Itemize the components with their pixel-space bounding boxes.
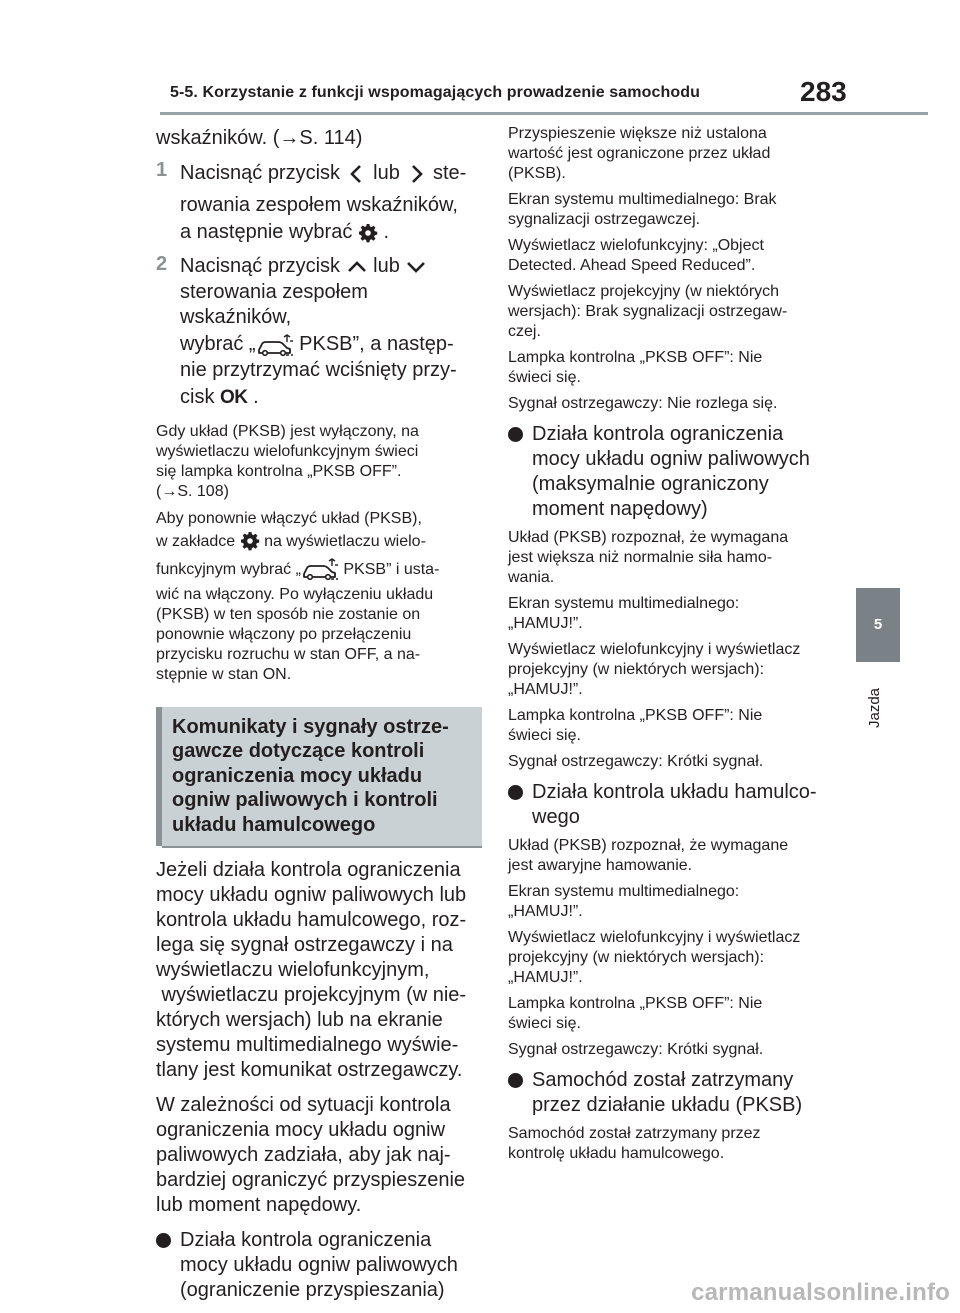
detail-line: „HAMUJ!”. <box>508 615 583 632</box>
detail-line: wersjach): Brak sygnalizacji ostrzegaw- <box>508 303 788 320</box>
step-text: . <box>253 386 259 408</box>
step-text: cisk <box>180 386 215 408</box>
step-2 <box>156 252 482 412</box>
section-title-line: ogniw paliwowych i kontroli <box>172 789 438 812</box>
note-line: wić na włączony. Po wyłączeniu układu <box>156 585 434 603</box>
note-line: wyświetlaczu wielofunkcyjnym świeci <box>156 442 419 460</box>
detail-group <box>508 640 832 700</box>
step-text: wybrać „ <box>180 333 256 355</box>
detail-line: Ekran systemu multimedialnego: Brak <box>508 191 777 208</box>
chevron-right-icon <box>405 163 427 185</box>
detail-line: świeci się. <box>508 727 581 744</box>
body-line: tlany jest komunikat ostrzegawczy. <box>156 1059 463 1082</box>
detail-group <box>508 994 832 1034</box>
detail-line: sygnalizacji ostrzegawczej. <box>508 211 701 228</box>
detail-line: wartość jest ograniczone przez układ <box>508 145 771 162</box>
detail-line: Wyświetlacz wielofunkcyjny i wyświetlacz <box>508 929 801 946</box>
chevron-up-icon <box>346 256 368 278</box>
detail-group <box>508 190 832 230</box>
gear-icon <box>240 531 260 551</box>
detail-group <box>508 282 832 342</box>
bullet-dot-icon <box>508 1073 523 1088</box>
detail-line: (PKSB). <box>508 165 566 182</box>
section-divider <box>162 846 482 848</box>
bullet-line: wego <box>532 806 580 828</box>
section-title-line: ograniczenia mocy układu <box>172 764 423 787</box>
chapter-tab: 5 <box>856 588 900 662</box>
detail-line: Sygnał ostrzegawczy: Krótki sygnał. <box>508 753 764 770</box>
bullet-line: Działa kontrola ograniczenia <box>180 1229 432 1252</box>
step-text: Nacisnąć przycisk <box>180 255 341 277</box>
detail-line: jest większa niż normalnie siła hamo- <box>508 549 773 566</box>
detail-line: Układ (PKSB) rozpoznał, że wymagane <box>508 837 789 854</box>
note-line: PKSB” i usta- <box>343 560 440 578</box>
step-text: a następnie wybrać <box>180 221 353 243</box>
body-line: wyświetlaczu projekcyjnym (w nie- <box>156 984 467 1007</box>
body-line: systemu multimedialnego wyświe- <box>156 1034 459 1057</box>
bullet-line: moment napędowy) <box>532 498 708 520</box>
bullet-acceleration-limit <box>156 1228 482 1303</box>
header-divider <box>160 112 928 115</box>
paragraph-2 <box>156 1093 482 1218</box>
bullet-max-torque-limit <box>508 422 832 522</box>
bullet-line: (maksymalnie ograniczony <box>532 473 769 495</box>
bullet-4-details <box>508 1124 832 1164</box>
note-line: na wyświetlaczu wielo- <box>264 532 426 550</box>
bullet-3-details <box>508 836 832 1060</box>
paragraph-1 <box>156 858 482 1083</box>
step-text: rowania zespołem wskaźników, <box>180 194 458 216</box>
section-bar <box>156 707 162 847</box>
detail-group <box>508 1124 832 1164</box>
detail-line: Sygnał ostrzegawczy: Krótki sygnał. <box>508 1041 764 1058</box>
detail-line: Układ (PKSB) rozpoznał, że wymagana <box>508 529 789 546</box>
note-line: przycisku rozruchu w stan OFF, a na- <box>156 645 421 663</box>
step-text: Nacisnąć przycisk <box>180 162 341 184</box>
step-1 <box>156 158 482 246</box>
detail-group <box>508 394 832 414</box>
ok-button-icon: OK <box>220 386 248 408</box>
step-text: sterowania zespołem wskaźników, <box>180 281 368 328</box>
step-text: nie przytrzymać wciśnięty przy- <box>180 359 457 381</box>
detail-line: Ekran systemu multimedialnego: <box>508 595 740 612</box>
bullet-dot-icon <box>508 427 523 442</box>
detail-group <box>508 594 832 634</box>
note-line: (PKSB) w ten sposób nie zostanie on <box>156 605 421 623</box>
chevron-left-icon <box>346 163 368 185</box>
detail-line: Samochód został zatrzymany przez <box>508 1125 761 1142</box>
note-line: Gdy układ (PKSB) jest wyłączony, na <box>156 422 419 440</box>
step-text: PKSB”, a następ- <box>299 333 454 355</box>
detail-line: świeci się. <box>508 369 581 386</box>
body-line: ograniczenia mocy układu ogniw <box>156 1119 446 1142</box>
detail-line: Wyświetlacz wielofunkcyjny i wyświetlacz <box>508 641 801 658</box>
bullet-dot-icon <box>508 785 523 800</box>
section-heading <box>156 707 482 849</box>
bullet-line: mocy układu ogniw paliwowych <box>180 1254 458 1277</box>
body-line: lega się sygnał ostrzegawczy i na <box>156 934 453 957</box>
detail-line: Ekran systemu multimedialnego: <box>508 883 740 900</box>
left-column <box>156 126 482 1303</box>
detail-group <box>508 928 832 988</box>
detail-line: kontrolę układu hamulcowego. <box>508 1145 725 1162</box>
body-line: paliwowych zadziała, aby jak naj- <box>156 1144 451 1167</box>
body-line: których wersjach) lub na ekranie <box>156 1009 443 1032</box>
bullet-line: przez działanie układu (PKSB) <box>532 1094 803 1116</box>
page-number: 283 <box>800 76 847 107</box>
body-line: W zależności od sytuacji kontrola <box>156 1094 451 1117</box>
detail-line: świeci się. <box>508 1015 581 1032</box>
note-line: (→S. 108) <box>156 482 229 500</box>
pksb-car-icon <box>301 557 339 581</box>
right-column <box>508 124 832 1164</box>
bullet-line: mocy układu ogniw paliwowych <box>532 448 810 470</box>
note-line: ponownie włączony po przełączeniu <box>156 625 412 643</box>
bullet-line: Samochód został zatrzymany <box>532 1069 794 1091</box>
detail-line: wania. <box>508 569 555 586</box>
section-title-line: układu hamulcowego <box>172 813 376 836</box>
detail-line: projekcyjny (w niektórych wersjach): <box>508 949 765 966</box>
detail-group <box>508 236 832 276</box>
detail-line: „HAMUJ!”. <box>508 681 583 698</box>
body-line: lub moment napędowy. <box>156 1194 362 1217</box>
step-number: 2 <box>156 253 168 275</box>
body-line: mocy układu ogniw paliwowych lub <box>156 884 467 907</box>
bullet-1-details <box>508 124 832 414</box>
note-line: Aby ponownie włączyć układ (PKSB), <box>156 509 422 527</box>
body-line: wyświetlaczu wielofunkcyjnym, <box>156 959 430 982</box>
detail-line: „HAMUJ!”. <box>508 903 583 920</box>
detail-line: jest awaryjne hamowanie. <box>508 857 693 874</box>
detail-line: projekcyjny (w niektórych wersjach): <box>508 661 765 678</box>
note-1 <box>156 422 482 502</box>
detail-line: Lampka kontrolna „PKSB OFF”: Nie <box>508 995 763 1012</box>
header-title: 5-5. Korzystanie z funkcji wspomagających prowadzenie samochodu <box>170 84 700 101</box>
note-line: funkcyjnym wybrać „ <box>156 560 301 578</box>
chapter-label: Jazda <box>866 687 883 729</box>
detail-line: Przyspieszenie większe niż ustalona <box>508 125 767 142</box>
bullet-line: Działa kontrola układu hamulco- <box>532 781 817 803</box>
bullet-dot-icon <box>156 1233 171 1248</box>
detail-line: Sygnał ostrzegawczy: Nie rozlega się. <box>508 395 778 412</box>
intro-text: wskaźników. (→S. 114) <box>156 127 363 149</box>
detail-group <box>508 706 832 746</box>
detail-group <box>508 1040 832 1060</box>
note-line: w zakładce <box>156 532 236 550</box>
body-line: Jeżeli działa kontrola ograniczenia <box>156 859 461 882</box>
detail-line: Lampka kontrolna „PKSB OFF”: Nie <box>508 349 763 366</box>
note-line: się lampka kontrolna „PKSB OFF”. <box>156 462 402 480</box>
body-line: kontrola układu hamulcowego, roz- <box>156 909 467 932</box>
detail-line: Lampka kontrolna „PKSB OFF”: Nie <box>508 707 763 724</box>
section-title-line: Komunikaty i sygnały ostrze- <box>172 715 449 738</box>
section-title-line: gawcze dotyczące kontroli <box>172 740 425 763</box>
bullet-2-details <box>508 528 832 772</box>
chevron-down-icon <box>405 256 427 278</box>
detail-line: Detected. Ahead Speed Reduced”. <box>508 257 756 274</box>
body-line: bardziej ograniczyć przyspieszenie <box>156 1169 466 1192</box>
note-2 <box>156 509 482 685</box>
detail-line: Wyświetlacz projekcyjny (w niektórych <box>508 283 780 300</box>
step-text: ste- <box>433 162 467 184</box>
bullet-vehicle-stopped <box>508 1068 832 1118</box>
detail-line: „HAMUJ!”. <box>508 969 583 986</box>
bullet-brake-control <box>508 780 832 830</box>
detail-line: Wyświetlacz wielofunkcyjny: „Object <box>508 237 764 254</box>
step-text: lub <box>373 255 400 277</box>
detail-line: czej. <box>508 323 541 340</box>
step-text: lub <box>373 162 400 184</box>
bullet-line: (ograniczenie przyspieszania) <box>180 1279 445 1302</box>
detail-group <box>508 882 832 922</box>
note-line: stępnie w stan ON. <box>156 665 292 683</box>
detail-group <box>508 528 832 588</box>
bullet-line: Działa kontrola ograniczenia <box>532 423 784 445</box>
step-number: 1 <box>156 159 168 181</box>
detail-group <box>508 348 832 388</box>
gear-icon <box>358 223 378 243</box>
detail-group <box>508 124 832 184</box>
pksb-car-icon <box>256 333 294 357</box>
step-text: . <box>383 221 390 243</box>
detail-group <box>508 752 832 772</box>
watermark-url: carmanualsonline.info <box>691 1279 950 1306</box>
detail-group <box>508 836 832 876</box>
